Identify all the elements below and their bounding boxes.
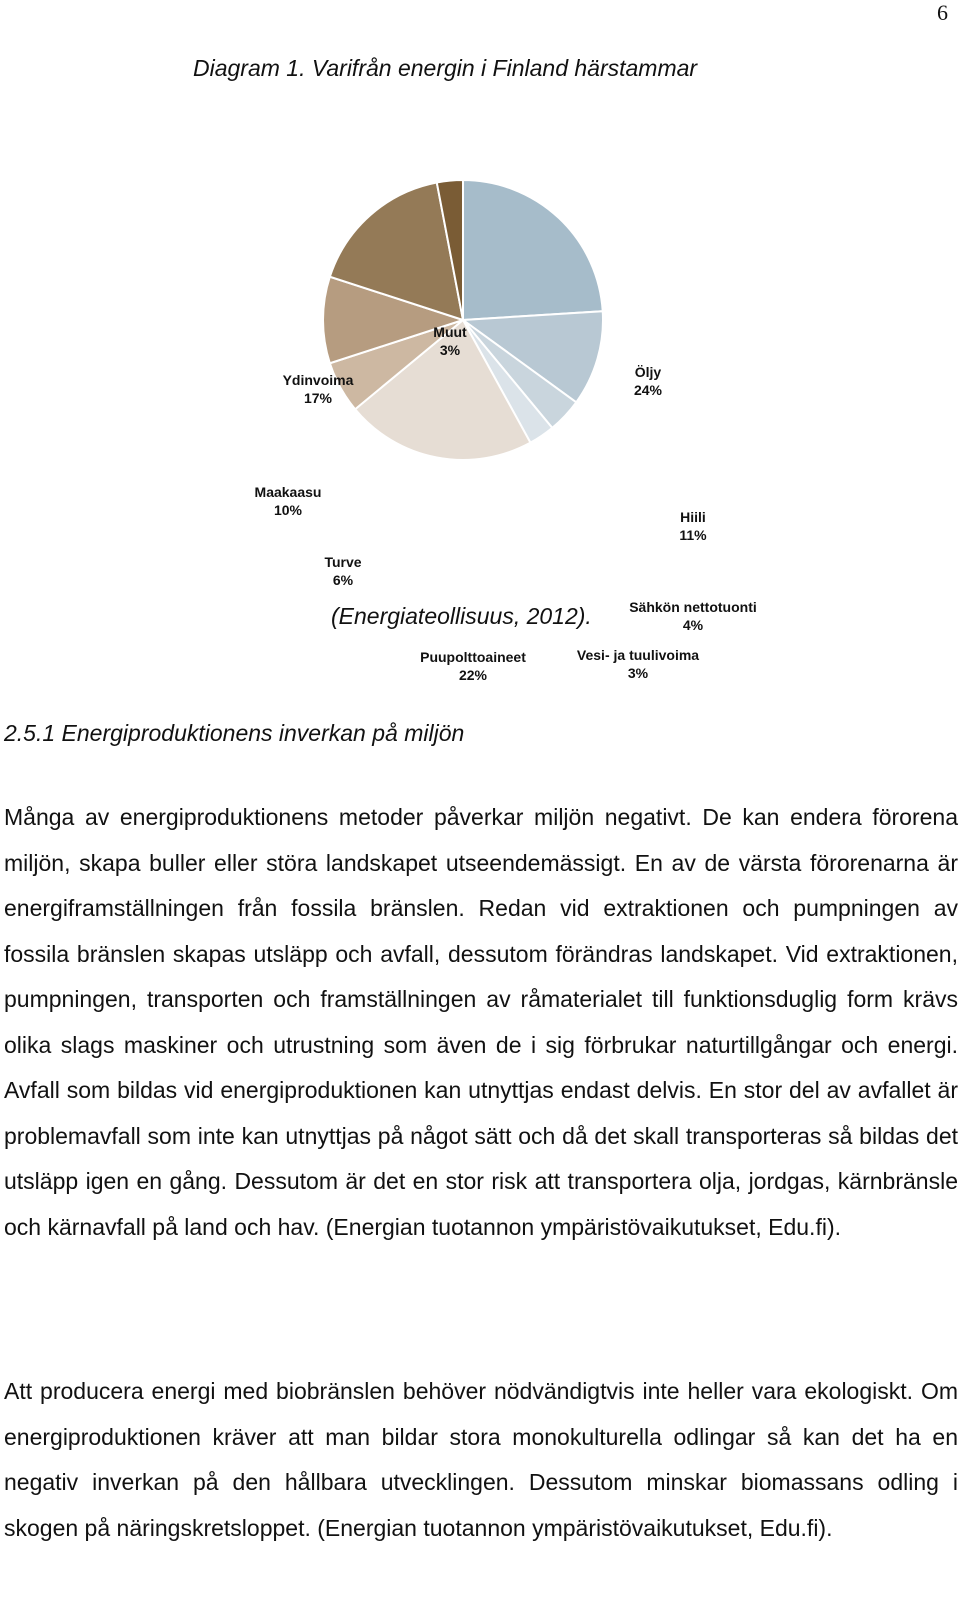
pie-slices [323, 180, 603, 460]
pie-label: Turve [324, 554, 362, 570]
pie-value-label: 22% [458, 667, 488, 683]
pie-label: Sähkön nettotuonti [629, 599, 757, 615]
pie-label: Hiili [680, 509, 706, 525]
body-paragraph-2: Att producera energi med biobränslen behöver nödvändigtvis inte heller vara ekologiskt. Om energiproduktionen kräver att man bildar stora monokulturella odlingar så kan det ha en negativ inverkan på den hållbara utvecklingen. Dessutom minskar biomassans odling i skogen på näringskretsloppet. (Energian tuotannon ympäristövaikutukset, Edu.fi). [4, 1378, 958, 1541]
pie-label: Ydinvoima [282, 372, 354, 388]
pie-value-label: 11% [679, 527, 707, 543]
pie-value-label: 3% [439, 342, 461, 358]
page-number: 6 [937, 0, 948, 25]
pie-label: Muut [433, 324, 467, 340]
figure-source: (Energiateollisuus, 2012). [331, 603, 592, 629]
pie-slice-öljy [463, 180, 603, 320]
pie-value-label: 3% [627, 665, 649, 681]
pie-label: Öljy [634, 364, 662, 380]
section-heading: 2.5.1 Energiproduktionens inverkan på miljön [4, 720, 465, 746]
pie-label: Vesi- ja tuulivoima [576, 647, 700, 663]
pie-value-label: 17% [303, 390, 333, 406]
pie-value-label: 24% [633, 382, 663, 398]
figure-caption: Diagram 1. Varifrån energin i Finland härstammar [193, 55, 698, 81]
pie-label: Maakaasu [254, 484, 322, 500]
pie-value-label: 6% [332, 572, 354, 588]
body-paragraph-1: Många av energiproduktionens metoder påverkar miljön negativt. De kan endera förorena miljön, skapa buller eller störa landskapet utseendemässigt. En av de värsta förorenarna är energiframställningen från fossila bränslen. Redan vid extraktionen och pumpningen av fossila bränslen skapas utsläpp och avfall, dessutom förändras landskapet. Vid extraktionen, pumpningen, transporten och framställningen av råmaterialet till funktionsduglig form krävs olika slags maskiner och utrustning som även de i sig förbrukar naturtillgångar och energi. Avfall som bildas vid energiproduktionen kan utnyttjas endast delvis. En stor del av avfallet är problemavfall som inte kan utnyttjas på något sätt och då det skall transporteras så bildas det utsläpp igen en gång. Dessutom är det en stor risk att transportera olja, jordgas, kärnbränsle och kärnavfall på land och hav. (Energian tuotannon ympäristövaikutukset, Edu.fi). [4, 804, 958, 1240]
pie-value-label: 10% [273, 502, 303, 518]
pie-value-label: 4% [682, 617, 704, 633]
pie-label: Puupolttoaineet [420, 649, 526, 665]
